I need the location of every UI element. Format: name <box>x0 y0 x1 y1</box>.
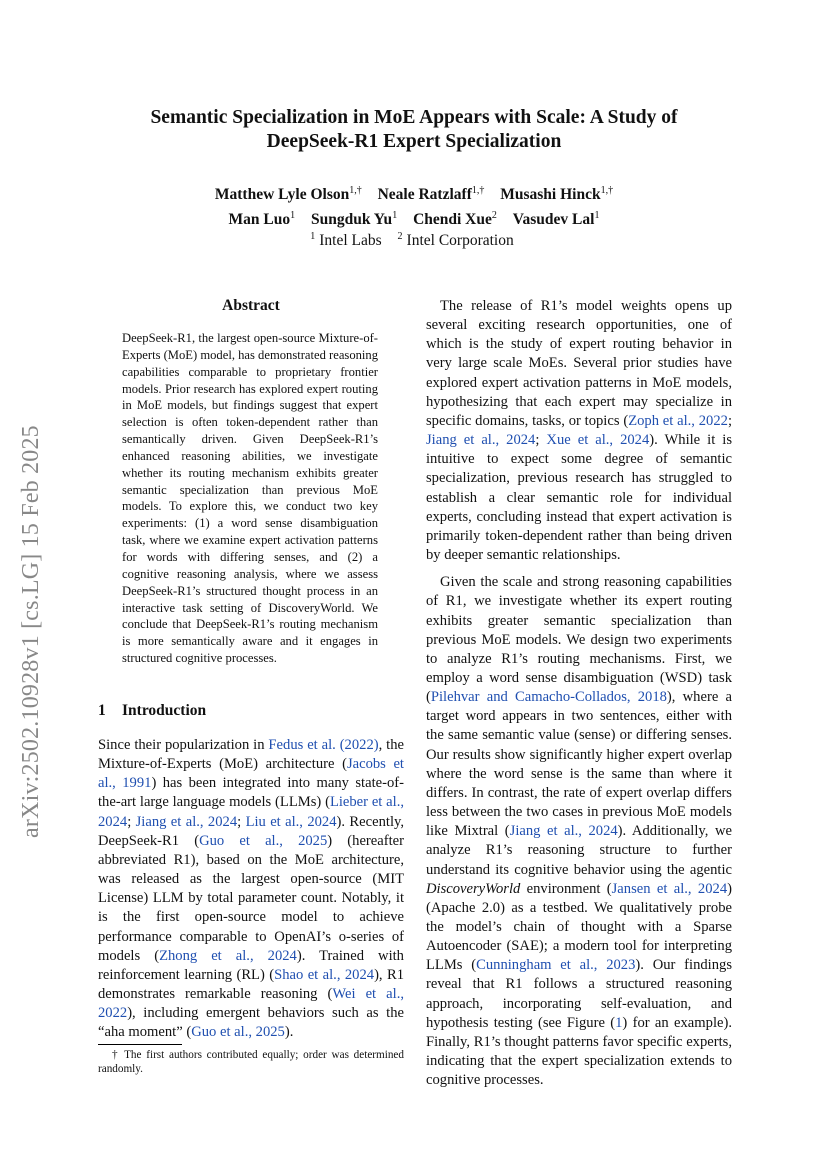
text-run: ; <box>727 412 732 429</box>
citation-link[interactable]: Cunningham et al., 2023 <box>476 957 636 974</box>
text-run: Since their popularization in <box>98 737 269 753</box>
text-run: ) (Apache 2.0) as a testbed. We qualitatively probe the model’s chain of thought with a Sparse Autoencoder (SAE); a modern tool for interpreting LLMs ( <box>426 880 732 974</box>
text-run: ; <box>237 813 246 830</box>
text-run: ), R1 demonstrates remarkable reasoning ( <box>98 966 405 1003</box>
footnote: † The first authors contributed equally; order was determined randomly. <box>98 1049 404 1075</box>
right-paragraph-2 <box>426 573 732 1090</box>
author: Chendi Xue$^2$ <box>413 210 497 229</box>
section-title: Introduction <box>122 702 207 719</box>
text-run: ). While it is intuitive to expect some degree of semantic specialization, previous research has struggled to establish a clear semantic role for individual experts, concluding instead that expert activation is primarily token-dependent rather than being driven by deeper semantic relationships. <box>426 432 732 564</box>
author: Matthew Lyle Olson$^{1,\dagger}$ <box>214 185 362 204</box>
citation-link[interactable]: Zhong et al., 2024 <box>159 947 297 964</box>
citation-link[interactable]: Lieber et al., 2024 <box>98 794 404 830</box>
text-run: ), including emergent behaviors such as the “aha moment” ( <box>98 1005 404 1041</box>
abstract-body: DeepSeek-R1, the largest open-source Mixture-of-Experts (MoE) model, has demonstrated reasoning capabilities comparable to proprietary frontier models. Prior research has explored expert routing in MoE models, but findings suggest that expert selection is often token-dependent rather than semantically driven. Given DeepSeek-R1’s enhanced reasoning abilities, we investigate whether its routing mechanism exhibits greater semantic specialization than previous MoE models. To explore this, we conduct two key experiments: (1) a word sense disambiguation task, where we examine expert activation patterns for words with differing senses, and (2) a cognitive reasoning analysis, where we assess DeepSeek-R1’s structured thought process in an interactive task setting of DiscoveryWorld. We conclude that DeepSeek-R1’s routing mechanism is more semantically aware and it engages in structured cognitive processes. <box>122 331 379 666</box>
citation-link[interactable]: Zoph et al., 2022 <box>628 412 728 429</box>
text-run: ). Recently, DeepSeek-R1 ( <box>98 813 404 849</box>
text-run: ). <box>284 1024 294 1041</box>
text-run: environment ( <box>520 880 612 897</box>
citation-link[interactable]: Pilehvar and Camacho-Collados, 2018 <box>430 689 667 706</box>
right-column <box>426 297 732 1090</box>
title-line-1: Semantic Specialization in MoE Appears with Scale: A Study of <box>150 107 678 128</box>
author-list <box>100 180 728 230</box>
paper-title <box>100 106 728 154</box>
text-run: ), where a target word appears in two sentences, either with the same semantic value (sense) or differing senses. Our results show significantly higher expert overlap where the word sense is the same than where it differs. In contrast, the rate of expert overlap differs less between the two cases in previous MoE models like Mixtral ( <box>426 689 732 840</box>
text-run: The release of R1’s model weights opens up several exciting research opportunities, one of which is the study of expert routing behavior in very large scale MoEs. Several prior studies have explored expert activation patterns in MoE models, hypothesizing that each expert may specialize in specific domains, tasks, or topics ( <box>426 298 732 429</box>
author: Neale Ratzlaff$^{1,\dagger}$ <box>377 185 485 204</box>
citation-link[interactable]: Jiang et al., 2024 <box>509 823 618 840</box>
citation-link[interactable]: Jiang et al., 2024 <box>135 813 238 830</box>
affiliations <box>100 227 728 251</box>
text-run: Given the scale and strong reasoning capabilities of R1, we investigate whether its expert routing exhibits greater semantic specialization than previous MoE models. We design two experiments to analyze R1’s routing mechanisms. First, we employ a word sense disambiguation (WSD) task ( <box>426 574 732 706</box>
author-line-1 <box>100 180 728 205</box>
text-run: ) has been integrated into many state-of-the-art large language models (LLMs) ( <box>98 775 404 811</box>
text-run: ; <box>535 432 547 449</box>
citation-link[interactable]: Guo et al., 2025 <box>199 832 328 849</box>
citation-link[interactable]: Jacobs et al., 1991 <box>98 756 404 792</box>
citation-link[interactable]: Shao et al., 2024 <box>274 966 375 983</box>
text-run: ). Our findings reveal that R1 follows a structured reasoning approach, incorporating self-evaluation, and hypothesis testing (see Figure ( <box>426 957 732 1031</box>
arxiv-sidebar-stamp: arXiv:2502.10928v1 [cs.LG] 15 Feb 2025 <box>18 425 44 838</box>
section-heading-introduction <box>98 702 206 720</box>
citation-link[interactable]: Jiang et al., 2024 <box>426 432 536 449</box>
author: Musashi Hinck$^{1,\dagger}$ <box>500 185 614 204</box>
author: Man Luo$^1$ <box>228 210 296 229</box>
affiliation: $^1$ Intel Labs <box>310 231 382 250</box>
section-number: 1 <box>98 702 106 719</box>
affiliation: $^2$ Intel Corporation <box>397 231 514 250</box>
text-run: ) for an example). Finally, R1’s thought patterns favor specific experts, indicating that the expert specialization extends to cognitive processes. <box>426 1014 732 1089</box>
author: Vasudev Lal$^1$ <box>512 210 600 229</box>
author: Sungduk Yu$^1$ <box>311 210 398 229</box>
text-run: ). Additionally, we analyze R1’s reasoning structure to further understand its cognitive behavior using the agentic <box>426 823 732 878</box>
title-line-2: DeepSeek-R1 Expert Specialization <box>266 131 562 152</box>
intro-paragraph-1 <box>98 736 404 1043</box>
text-run: ). Trained with reinforcement learning (RL) ( <box>98 947 404 983</box>
citation-link[interactable]: Xue et al., 2024 <box>546 432 650 449</box>
footnote-rule <box>98 1044 182 1045</box>
citation-link[interactable]: Liu et al., 2024 <box>245 813 337 830</box>
text-run: ) (hereafter abbreviated R1), based on the MoE architecture, was released as the largest open-source (MIT License) LLM by total parameter count. Notably, it is the first open-source model to achieve performance comparable to OpenAI’s o-series of models ( <box>98 832 404 964</box>
text-run: , the Mixture-of-Experts (MoE) architecture ( <box>98 737 405 773</box>
citation-link[interactable]: Jansen et al., 2024 <box>611 880 728 897</box>
citation-link[interactable]: Wei et al., 2022 <box>98 986 404 1022</box>
abstract-heading: Abstract <box>222 297 280 314</box>
citation-link[interactable]: 1 <box>615 1014 623 1031</box>
text-run: ; <box>127 813 136 830</box>
citation-link[interactable]: Fedus et al. (2022) <box>268 737 379 753</box>
italic-text: DiscoveryWorld <box>426 880 521 897</box>
right-paragraph-1 <box>426 297 732 565</box>
citation-link[interactable]: Guo et al., 2025 <box>191 1024 285 1041</box>
